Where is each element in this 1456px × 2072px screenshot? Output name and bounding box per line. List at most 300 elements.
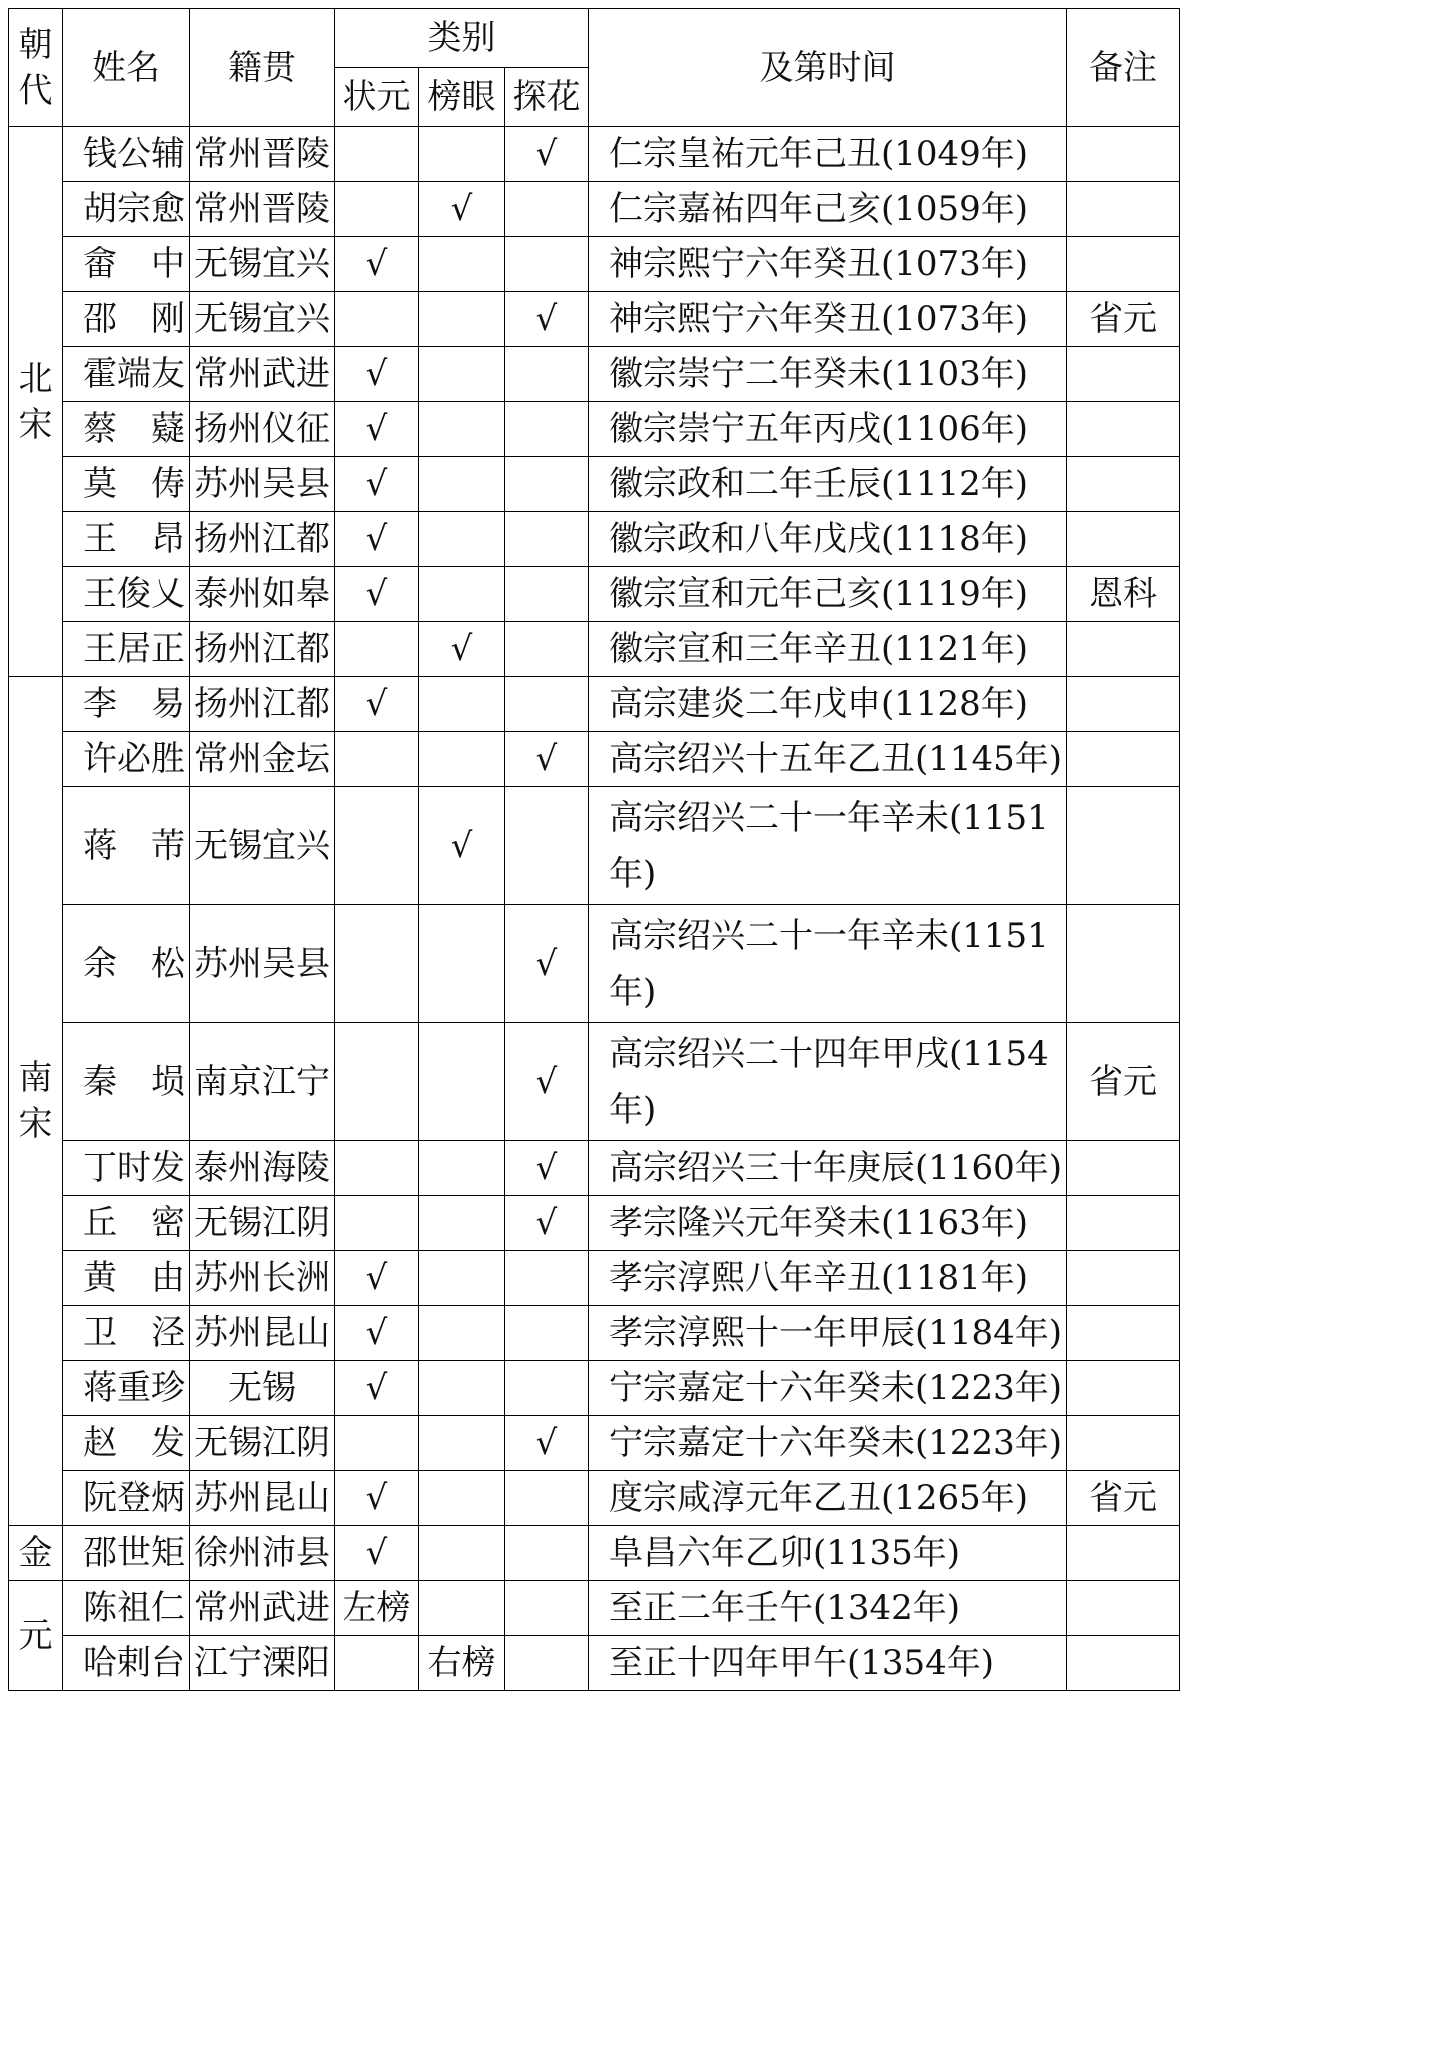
name-cell-text: 李 易 bbox=[83, 684, 185, 724]
native-cell-text: 常州武进 bbox=[194, 354, 330, 394]
native-cell-text: 无锡 bbox=[228, 1368, 296, 1408]
time-cell bbox=[589, 1141, 1067, 1196]
native-cell bbox=[190, 1636, 335, 1691]
dynasty-cell bbox=[9, 677, 63, 1526]
native-cell-text: 苏州吴县 bbox=[194, 943, 330, 984]
note-cell bbox=[1067, 127, 1180, 182]
time-cell bbox=[589, 1361, 1067, 1416]
zhuangyuan-cell bbox=[335, 567, 419, 622]
native-cell-text: 江宁溧阳 bbox=[194, 1643, 330, 1683]
bangyan-cell bbox=[419, 1196, 505, 1251]
bangyan-cell bbox=[419, 182, 505, 237]
time-cell-text: 徽宗崇宁五年丙戌(1106年) bbox=[609, 409, 1029, 449]
name-cell-text: 胡宗愈 bbox=[83, 189, 185, 229]
bangyan-cell bbox=[419, 1361, 505, 1416]
name-cell-text: 黄 由 bbox=[83, 1258, 185, 1298]
note-cell bbox=[1067, 1251, 1180, 1306]
note-cell bbox=[1067, 512, 1180, 567]
zhuangyuan-cell bbox=[335, 1196, 419, 1251]
table-row bbox=[9, 1416, 1180, 1471]
table-row bbox=[9, 1306, 1180, 1361]
bangyan-cell-text: √ bbox=[450, 189, 473, 229]
note-cell bbox=[1067, 1023, 1180, 1141]
native-cell bbox=[190, 237, 335, 292]
native-cell-text: 泰州海陵 bbox=[194, 1148, 330, 1188]
tanhua-cell bbox=[505, 1636, 589, 1691]
bangyan-cell bbox=[419, 1636, 505, 1691]
table-row bbox=[9, 182, 1180, 237]
time-cell bbox=[589, 677, 1067, 732]
native-cell bbox=[190, 127, 335, 182]
bangyan-cell bbox=[419, 1581, 505, 1636]
dynasty-label: 元 bbox=[18, 1615, 53, 1656]
name-cell-text: 畲 中 bbox=[83, 244, 185, 284]
note-cell bbox=[1067, 622, 1180, 677]
native-cell-text: 扬州仪征 bbox=[194, 409, 330, 449]
name-cell bbox=[63, 512, 190, 567]
native-cell-text: 无锡江阴 bbox=[194, 1203, 330, 1243]
name-cell bbox=[63, 1416, 190, 1471]
bangyan-cell bbox=[419, 677, 505, 732]
table-row bbox=[9, 402, 1180, 457]
bangyan-cell bbox=[419, 1141, 505, 1196]
table-row bbox=[9, 732, 1180, 787]
native-cell-text: 扬州江都 bbox=[194, 519, 330, 559]
table-row bbox=[9, 457, 1180, 512]
tanhua-cell bbox=[505, 347, 589, 402]
table-row bbox=[9, 127, 1180, 182]
table-row bbox=[9, 1581, 1180, 1636]
time-cell bbox=[589, 905, 1067, 1023]
tanhua-cell bbox=[505, 905, 589, 1023]
time-cell-text: 徽宗政和二年壬辰(1112年) bbox=[609, 464, 1029, 504]
note-cell-text: 省元 bbox=[1089, 1061, 1158, 1102]
zhuangyuan-cell bbox=[335, 787, 419, 905]
time-cell-text: 徽宗政和八年戊戌(1118年) bbox=[609, 519, 1029, 559]
bangyan-cell bbox=[419, 1251, 505, 1306]
table-row bbox=[9, 1471, 1180, 1526]
zhuangyuan-cell bbox=[335, 1306, 419, 1361]
zhuangyuan-cell-text: √ bbox=[365, 684, 388, 724]
tanhua-cell bbox=[505, 457, 589, 512]
table-row bbox=[9, 1361, 1180, 1416]
time-cell-text: 阜昌六年乙卯(1135年) bbox=[609, 1533, 961, 1573]
native-cell bbox=[190, 1416, 335, 1471]
native-cell-text: 无锡宜兴 bbox=[194, 299, 330, 339]
time-cell bbox=[589, 1023, 1067, 1141]
native-cell-text: 常州晋陵 bbox=[194, 134, 330, 174]
name-cell-text: 钱公辅 bbox=[83, 134, 185, 174]
time-cell bbox=[589, 402, 1067, 457]
tanhua-cell bbox=[505, 787, 589, 905]
tanhua-cell-text: √ bbox=[535, 299, 558, 339]
tanhua-cell bbox=[505, 1361, 589, 1416]
zhuangyuan-cell bbox=[335, 905, 419, 1023]
time-cell-text: 高宗建炎二年戊申(1128年) bbox=[609, 684, 1029, 724]
tanhua-cell bbox=[505, 512, 589, 567]
name-cell bbox=[63, 567, 190, 622]
header-dynasty: 朝 代 bbox=[9, 9, 63, 127]
jinshi-table bbox=[8, 8, 1180, 1691]
dynasty-cell bbox=[9, 1526, 63, 1581]
zhuangyuan-cell bbox=[335, 677, 419, 732]
zhuangyuan-cell bbox=[335, 1471, 419, 1526]
bangyan-cell bbox=[419, 567, 505, 622]
native-cell bbox=[190, 1196, 335, 1251]
name-cell bbox=[63, 732, 190, 787]
dynasty-label: 金 bbox=[18, 1533, 53, 1573]
native-cell-text: 无锡宜兴 bbox=[194, 244, 330, 284]
zhuangyuan-cell bbox=[335, 622, 419, 677]
tanhua-cell bbox=[505, 677, 589, 732]
bangyan-cell bbox=[419, 237, 505, 292]
zhuangyuan-cell-text: √ bbox=[365, 1533, 388, 1573]
zhuangyuan-cell bbox=[335, 1581, 419, 1636]
table-row bbox=[9, 622, 1180, 677]
bangyan-cell bbox=[419, 905, 505, 1023]
native-cell bbox=[190, 402, 335, 457]
native-cell-text: 苏州昆山 bbox=[194, 1478, 330, 1518]
header-time: 及第时间 bbox=[589, 9, 1067, 127]
bangyan-cell bbox=[419, 732, 505, 787]
native-cell bbox=[190, 787, 335, 905]
table-row bbox=[9, 512, 1180, 567]
time-cell-text: 宁宗嘉定十六年癸未(1223年) bbox=[609, 1368, 1063, 1408]
dynasty-cell bbox=[9, 127, 63, 677]
native-cell bbox=[190, 292, 335, 347]
tanhua-cell bbox=[505, 127, 589, 182]
note-cell bbox=[1067, 787, 1180, 905]
note-cell bbox=[1067, 292, 1180, 347]
table-row bbox=[9, 1636, 1180, 1691]
tanhua-cell bbox=[505, 1471, 589, 1526]
name-cell bbox=[63, 347, 190, 402]
time-cell bbox=[589, 1306, 1067, 1361]
name-cell bbox=[63, 622, 190, 677]
zhuangyuan-cell-text: √ bbox=[365, 519, 388, 559]
tanhua-cell bbox=[505, 1416, 589, 1471]
time-cell-text: 高宗绍兴二十一年辛未(1151 年) bbox=[609, 797, 1049, 894]
table-row bbox=[9, 1196, 1180, 1251]
time-cell-text: 至正二年壬午(1342年) bbox=[609, 1588, 961, 1628]
native-cell bbox=[190, 732, 335, 787]
time-cell bbox=[589, 1636, 1067, 1691]
time-cell-text: 度宗咸淳元年乙丑(1265年) bbox=[609, 1478, 1029, 1518]
zhuangyuan-cell bbox=[335, 512, 419, 567]
dynasty-label: 南 宋 bbox=[18, 1058, 53, 1144]
time-cell bbox=[589, 237, 1067, 292]
table-row bbox=[9, 1526, 1180, 1581]
time-cell bbox=[589, 457, 1067, 512]
name-cell-text: 丘 密 bbox=[83, 1203, 185, 1243]
bangyan-cell bbox=[419, 1306, 505, 1361]
native-cell bbox=[190, 1306, 335, 1361]
zhuangyuan-cell bbox=[335, 1251, 419, 1306]
table-row bbox=[9, 677, 1180, 732]
time-cell-text: 仁宗皇祐元年己丑(1049年) bbox=[609, 134, 1029, 174]
name-cell bbox=[63, 905, 190, 1023]
bangyan-cell bbox=[419, 1526, 505, 1581]
native-cell-text: 常州金坛 bbox=[194, 739, 330, 779]
tanhua-cell bbox=[505, 732, 589, 787]
bangyan-cell bbox=[419, 1471, 505, 1526]
table-row bbox=[9, 1023, 1180, 1141]
note-cell bbox=[1067, 677, 1180, 732]
name-cell-text: 秦 埙 bbox=[83, 1061, 185, 1102]
zhuangyuan-cell-text: √ bbox=[365, 1368, 388, 1408]
zhuangyuan-cell bbox=[335, 1361, 419, 1416]
time-cell bbox=[589, 1416, 1067, 1471]
time-cell-text: 徽宗宣和三年辛丑(1121年) bbox=[609, 629, 1029, 669]
name-cell-text: 邵 刚 bbox=[83, 299, 185, 339]
name-cell bbox=[63, 237, 190, 292]
native-cell-text: 常州晋陵 bbox=[194, 189, 330, 229]
zhuangyuan-cell bbox=[335, 402, 419, 457]
table-row bbox=[9, 905, 1180, 1023]
time-cell bbox=[589, 347, 1067, 402]
native-cell bbox=[190, 1141, 335, 1196]
name-cell bbox=[63, 292, 190, 347]
header-tanhua: 探花 bbox=[505, 68, 589, 127]
time-cell bbox=[589, 127, 1067, 182]
name-cell bbox=[63, 1581, 190, 1636]
tanhua-cell bbox=[505, 1023, 589, 1141]
zhuangyuan-cell bbox=[335, 1526, 419, 1581]
zhuangyuan-cell-text: √ bbox=[365, 464, 388, 504]
time-cell bbox=[589, 512, 1067, 567]
time-cell-text: 孝宗淳熙八年辛丑(1181年) bbox=[609, 1258, 1029, 1298]
note-cell bbox=[1067, 567, 1180, 622]
bangyan-cell-text: √ bbox=[450, 629, 473, 669]
table-body bbox=[9, 127, 1180, 1691]
tanhua-cell bbox=[505, 1581, 589, 1636]
zhuangyuan-cell-text: √ bbox=[365, 574, 388, 614]
name-cell bbox=[63, 182, 190, 237]
zhuangyuan-cell-text: √ bbox=[365, 409, 388, 449]
name-cell-text: 哈剌台 bbox=[83, 1643, 185, 1683]
time-cell-text: 高宗绍兴二十四年甲戌(1154 年) bbox=[609, 1033, 1049, 1130]
native-cell-text: 常州武进 bbox=[194, 1588, 330, 1628]
time-cell-text: 徽宗崇宁二年癸未(1103年) bbox=[609, 354, 1029, 394]
table-row bbox=[9, 347, 1180, 402]
name-cell bbox=[63, 677, 190, 732]
tanhua-cell bbox=[505, 1526, 589, 1581]
zhuangyuan-cell bbox=[335, 292, 419, 347]
name-cell-text: 蒋重珍 bbox=[83, 1368, 185, 1408]
note-cell bbox=[1067, 402, 1180, 457]
name-cell-text: 王俊乂 bbox=[83, 574, 185, 614]
name-cell-text: 蒋 芾 bbox=[83, 825, 185, 866]
time-cell-text: 徽宗宣和元年己亥(1119年) bbox=[609, 574, 1029, 614]
name-cell-text: 卫 泾 bbox=[83, 1313, 185, 1353]
tanhua-cell-text: √ bbox=[535, 943, 558, 984]
native-cell bbox=[190, 457, 335, 512]
header-bangyan: 榜眼 bbox=[419, 68, 505, 127]
name-cell bbox=[63, 787, 190, 905]
time-cell-text: 至正十四年甲午(1354年) bbox=[609, 1643, 995, 1683]
name-cell-text: 王居正 bbox=[83, 629, 185, 669]
native-cell bbox=[190, 622, 335, 677]
tanhua-cell bbox=[505, 1196, 589, 1251]
note-cell bbox=[1067, 1526, 1180, 1581]
time-cell bbox=[589, 292, 1067, 347]
name-cell-text: 莫 俦 bbox=[83, 464, 185, 504]
time-cell bbox=[589, 182, 1067, 237]
name-cell-text: 阮登炳 bbox=[83, 1478, 185, 1518]
name-cell bbox=[63, 457, 190, 512]
note-cell bbox=[1067, 1636, 1180, 1691]
tanhua-cell bbox=[505, 292, 589, 347]
bangyan-cell bbox=[419, 1023, 505, 1141]
name-cell-text: 许必胜 bbox=[83, 739, 185, 779]
dynasty-cell bbox=[9, 1581, 63, 1691]
note-cell bbox=[1067, 1416, 1180, 1471]
note-cell bbox=[1067, 1471, 1180, 1526]
name-cell-text: 霍端友 bbox=[83, 354, 185, 394]
table-row bbox=[9, 567, 1180, 622]
header-note: 备注 bbox=[1067, 9, 1180, 127]
bangyan-cell bbox=[419, 787, 505, 905]
native-cell-text: 苏州长洲 bbox=[194, 1258, 330, 1298]
tanhua-cell bbox=[505, 622, 589, 677]
name-cell-text: 王 昂 bbox=[83, 519, 185, 559]
name-cell bbox=[63, 1141, 190, 1196]
bangyan-cell bbox=[419, 292, 505, 347]
zhuangyuan-cell bbox=[335, 237, 419, 292]
table-row bbox=[9, 1141, 1180, 1196]
time-cell bbox=[589, 622, 1067, 677]
time-cell bbox=[589, 787, 1067, 905]
native-cell-text: 徐州沛县 bbox=[194, 1533, 330, 1573]
tanhua-cell bbox=[505, 1251, 589, 1306]
native-cell bbox=[190, 182, 335, 237]
bangyan-cell bbox=[419, 512, 505, 567]
time-cell bbox=[589, 732, 1067, 787]
note-cell-text: 省元 bbox=[1089, 299, 1158, 339]
native-cell-text: 无锡江阴 bbox=[194, 1423, 330, 1463]
time-cell-text: 高宗绍兴二十一年辛未(1151 年) bbox=[609, 915, 1049, 1012]
note-cell bbox=[1067, 732, 1180, 787]
bangyan-cell-text: 右榜 bbox=[427, 1643, 496, 1683]
native-cell bbox=[190, 1251, 335, 1306]
native-cell-text: 泰州如皋 bbox=[194, 574, 330, 614]
bangyan-cell bbox=[419, 457, 505, 512]
native-cell bbox=[190, 1023, 335, 1141]
zhuangyuan-cell bbox=[335, 347, 419, 402]
name-cell bbox=[63, 402, 190, 457]
zhuangyuan-cell-text: √ bbox=[365, 244, 388, 284]
note-cell bbox=[1067, 347, 1180, 402]
bangyan-cell bbox=[419, 127, 505, 182]
table-row bbox=[9, 292, 1180, 347]
note-cell bbox=[1067, 182, 1180, 237]
time-cell-text: 宁宗嘉定十六年癸未(1223年) bbox=[609, 1423, 1063, 1463]
native-cell bbox=[190, 1526, 335, 1581]
time-cell-text: 孝宗隆兴元年癸未(1163年) bbox=[609, 1203, 1029, 1243]
name-cell-text: 余 松 bbox=[83, 943, 185, 984]
zhuangyuan-cell bbox=[335, 1141, 419, 1196]
tanhua-cell-text: √ bbox=[535, 739, 558, 779]
bangyan-cell bbox=[419, 347, 505, 402]
name-cell bbox=[63, 1306, 190, 1361]
time-cell-text: 仁宗嘉祐四年己亥(1059年) bbox=[609, 189, 1029, 229]
zhuangyuan-cell-text: √ bbox=[365, 354, 388, 394]
zhuangyuan-cell-text: √ bbox=[365, 1258, 388, 1298]
tanhua-cell bbox=[505, 567, 589, 622]
name-cell bbox=[63, 1023, 190, 1141]
note-cell-text: 省元 bbox=[1089, 1478, 1158, 1518]
native-cell bbox=[190, 1471, 335, 1526]
native-cell bbox=[190, 1581, 335, 1636]
note-cell bbox=[1067, 237, 1180, 292]
time-cell bbox=[589, 567, 1067, 622]
header-category: 类别 bbox=[335, 9, 589, 68]
name-cell-text: 丁时发 bbox=[83, 1148, 185, 1188]
name-cell-text: 邵世矩 bbox=[83, 1533, 185, 1573]
time-cell bbox=[589, 1526, 1067, 1581]
name-cell bbox=[63, 1196, 190, 1251]
zhuangyuan-cell-text: 左榜 bbox=[342, 1588, 411, 1628]
tanhua-cell-text: √ bbox=[535, 134, 558, 174]
note-cell bbox=[1067, 457, 1180, 512]
bangyan-cell bbox=[419, 402, 505, 457]
native-cell-text: 扬州江都 bbox=[194, 629, 330, 669]
name-cell-text: 陈祖仁 bbox=[83, 1588, 185, 1628]
native-cell-text: 扬州江都 bbox=[194, 684, 330, 724]
dynasty-label: 北 宋 bbox=[18, 358, 53, 445]
tanhua-cell-text: √ bbox=[535, 1203, 558, 1243]
note-cell bbox=[1067, 1141, 1180, 1196]
note-cell bbox=[1067, 1196, 1180, 1251]
bangyan-cell bbox=[419, 622, 505, 677]
note-cell bbox=[1067, 1361, 1180, 1416]
zhuangyuan-cell bbox=[335, 127, 419, 182]
header-native: 籍贯 bbox=[190, 9, 335, 127]
tanhua-cell-text: √ bbox=[535, 1148, 558, 1188]
zhuangyuan-cell bbox=[335, 457, 419, 512]
name-cell bbox=[63, 1636, 190, 1691]
tanhua-cell bbox=[505, 1141, 589, 1196]
zhuangyuan-cell bbox=[335, 182, 419, 237]
note-cell-text: 恩科 bbox=[1089, 574, 1158, 614]
native-cell-text: 苏州昆山 bbox=[194, 1313, 330, 1353]
tanhua-cell-text: √ bbox=[535, 1061, 558, 1102]
bangyan-cell bbox=[419, 1416, 505, 1471]
native-cell bbox=[190, 677, 335, 732]
zhuangyuan-cell bbox=[335, 1416, 419, 1471]
zhuangyuan-cell bbox=[335, 732, 419, 787]
zhuangyuan-cell-text: √ bbox=[365, 1313, 388, 1353]
header-zhuangyuan: 状元 bbox=[335, 68, 419, 127]
time-cell-text: 高宗绍兴十五年乙丑(1145年) bbox=[609, 739, 1063, 779]
native-cell bbox=[190, 512, 335, 567]
zhuangyuan-cell-text: √ bbox=[365, 1478, 388, 1518]
time-cell bbox=[589, 1581, 1067, 1636]
zhuangyuan-cell bbox=[335, 1023, 419, 1141]
tanhua-cell bbox=[505, 1306, 589, 1361]
time-cell bbox=[589, 1471, 1067, 1526]
time-cell-text: 神宗熙宁六年癸丑(1073年) bbox=[609, 244, 1029, 284]
tanhua-cell bbox=[505, 237, 589, 292]
native-cell-text: 苏州吴县 bbox=[194, 464, 330, 504]
native-cell bbox=[190, 567, 335, 622]
name-cell bbox=[63, 1361, 190, 1416]
note-cell bbox=[1067, 1306, 1180, 1361]
zhuangyuan-cell bbox=[335, 1636, 419, 1691]
tanhua-cell-text: √ bbox=[535, 1423, 558, 1463]
time-cell-text: 高宗绍兴三十年庚辰(1160年) bbox=[609, 1148, 1063, 1188]
table-row bbox=[9, 787, 1180, 905]
